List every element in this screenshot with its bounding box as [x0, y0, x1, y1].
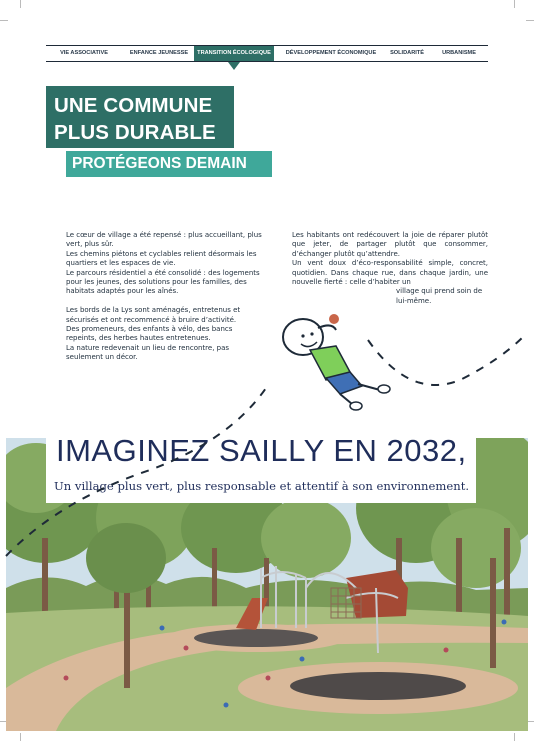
tab-urbanisme[interactable]: URBANISME: [442, 50, 476, 56]
paragraph: Les chemins piétons et cyclables relient désormais les quartiers et les espaces de vie.: [66, 249, 257, 268]
tab-transition-ecologique[interactable]: TRANSITION ÉCOLOGIQUE: [194, 46, 274, 61]
paragraph: Le cœur de village a été repensé : plus accueillant, plus vert, plus sûr.: [66, 231, 262, 249]
tab-developpement-economique[interactable]: DÉVELOPPEMENT ÉCONOMIQUE: [285, 50, 377, 56]
paragraph: Les bords de la Lys sont aménagés, entretenus et sécurisés et ont recommencé à bruire d’activité.: [66, 306, 241, 324]
title-line-2: PLUS DURABLE: [54, 121, 216, 144]
tab-solidarite[interactable]: SOLIDARITÉ: [390, 50, 424, 56]
page-subtitle: PROTÉGEONS DEMAIN: [72, 155, 247, 172]
paragraph: village qui prend soin de lui-même.: [396, 287, 483, 305]
dashed-path-left: [6, 388, 266, 556]
character-illustration: [283, 314, 390, 410]
headline: IMAGINEZ SAILLY EN 2032,: [56, 433, 467, 468]
title-line-1: UNE COMMUNE: [54, 94, 213, 117]
paragraph: Le parcours résidentiel a été consolidé : des logements pour les jeunes, des solutions pour les familles, des habitats adaptés pour les aînés.: [66, 268, 260, 296]
dashed-path-right: [368, 336, 524, 385]
tagline: Un village plus vert, plus responsable et attentif à son environnement.: [54, 479, 470, 493]
paragraph: Des promeneurs, des enfants à vélo, des bancs repeints, des herbes hautes entretenues.: [66, 325, 233, 343]
tab-vie-associative[interactable]: VIE ASSOCIATIVE: [60, 50, 108, 56]
tab-enfance-jeunesse[interactable]: ENFANCE JEUNESSE: [129, 50, 189, 56]
paragraph: Un vent doux d’éco-responsabilité simple, concret, quotidien. Dans chaque rue, dans chaque jardin, une nouvelle fierté : celle d’habiter un: [292, 259, 488, 287]
paragraph: Les habitants ont redécouvert la joie de réparer plutôt que jeter, de partager plutôt que consommer, d’échanger plutôt qu’attendre.: [292, 231, 488, 258]
paragraph: La nature redevenait un lieu de rencontre, pas seulement un décor.: [66, 343, 230, 362]
